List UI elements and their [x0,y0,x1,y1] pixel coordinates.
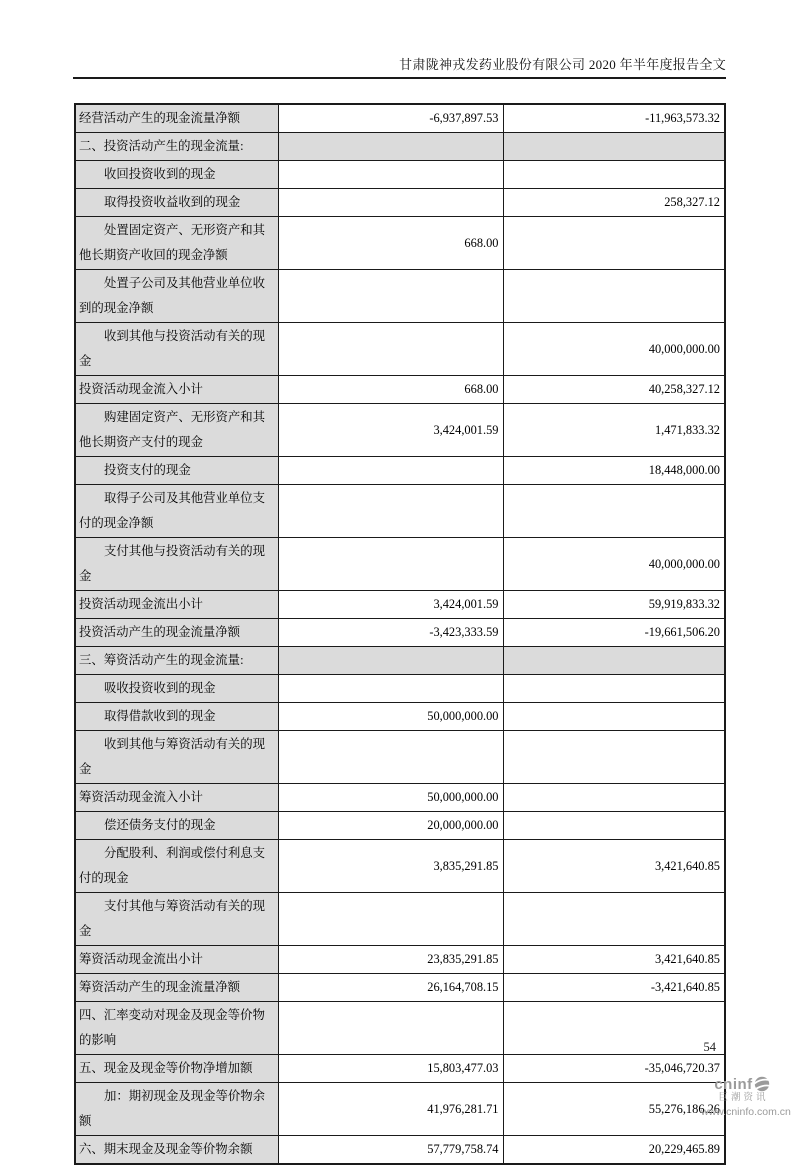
table-row [75,840,725,893]
row-label-cell: 投资支付的现金 [75,457,278,485]
current-period-value-cell: -6,937,897.53 [278,104,503,133]
row-label-cell: 处置固定资产、无形资产和其他长期资产收回的现金净额 [75,217,278,270]
current-period-value-cell: 668.00 [278,376,503,404]
prior-period-value-cell: 18,448,000.00 [503,457,725,485]
current-period-value-cell: 3,424,001.59 [278,591,503,619]
current-period-value-cell [278,731,503,784]
current-period-value-cell: 668.00 [278,217,503,270]
prior-period-value-cell: -3,421,640.85 [503,974,725,1002]
current-period-value-cell: 26,164,708.15 [278,974,503,1002]
row-label-cell: 筹资活动产生的现金流量净额 [75,974,278,1002]
prior-period-value-cell: -19,661,506.20 [503,619,725,647]
table-row [75,647,725,675]
row-label-cell: 筹资活动现金流入小计 [75,784,278,812]
prior-period-value-cell [503,703,725,731]
prior-period-value-cell: 40,000,000.00 [503,538,725,591]
current-period-value-cell: 23,835,291.85 [278,946,503,974]
prior-period-value-cell: 40,258,327.12 [503,376,725,404]
prior-period-value-cell [503,217,725,270]
cninfo-url-text: www.cninfo.com.cn [701,1105,791,1118]
prior-period-value-cell [503,893,725,946]
table-row [75,104,725,133]
current-period-value-cell: 3,424,001.59 [278,404,503,457]
current-period-value-cell: 50,000,000.00 [278,703,503,731]
row-label-cell: 四、汇率变动对现金及现金等价物的影响 [75,1002,278,1055]
prior-period-value-cell [503,647,725,675]
table-row [75,1055,725,1083]
prior-period-value-cell: 3,421,640.85 [503,946,725,974]
table-row [75,404,725,457]
table-row [75,189,725,217]
prior-period-value-cell: 40,000,000.00 [503,323,725,376]
table-row [75,784,725,812]
current-period-value-cell [278,189,503,217]
row-label-cell: 收到其他与筹资活动有关的现金 [75,731,278,784]
prior-period-value-cell: 59,919,833.32 [503,591,725,619]
table-row [75,675,725,703]
row-label-cell: 收到其他与投资活动有关的现金 [75,323,278,376]
current-period-value-cell: 41,976,281.71 [278,1083,503,1136]
row-label-cell: 分配股利、利润或偿付利息支付的现金 [75,840,278,893]
row-label-cell: 五、现金及现金等价物净增加额 [75,1055,278,1083]
row-label-cell: 支付其他与筹资活动有关的现金 [75,893,278,946]
report-header-title: 甘肃陇神戎发药业股份有限公司 2020 年半年度报告全文 [399,57,726,72]
prior-period-value-cell [503,133,725,161]
row-label-cell: 三、筹资活动产生的现金流量: [75,647,278,675]
table-row [75,703,725,731]
current-period-value-cell [278,893,503,946]
table-row [75,1136,725,1165]
prior-period-value-cell [503,675,725,703]
cninfo-chinese-name: 巨潮资讯 [718,1093,769,1103]
current-period-value-cell: 15,803,477.03 [278,1055,503,1083]
prior-period-value-cell: 1,471,833.32 [503,404,725,457]
prior-period-value-cell: -11,963,573.32 [503,104,725,133]
current-period-value-cell: 57,779,758.74 [278,1136,503,1165]
table-row [75,946,725,974]
current-period-value-cell: -3,423,333.59 [278,619,503,647]
table-row [75,323,725,376]
cninfo-brand-text: cninf [714,1076,753,1093]
row-label-cell: 投资活动现金流出小计 [75,591,278,619]
table-row [75,538,725,591]
row-label-cell: 经营活动产生的现金流量净额 [75,104,278,133]
row-label-cell: 偿还债务支付的现金 [75,812,278,840]
row-label-cell: 六、期末现金及现金等价物余额 [75,1136,278,1165]
table-row [75,161,725,189]
table-row [75,591,725,619]
current-period-value-cell [278,323,503,376]
cninfo-swirl-icon [754,1076,770,1092]
page-number: 54 [703,1040,716,1054]
prior-period-value-cell [503,784,725,812]
row-label-cell: 取得借款收到的现金 [75,703,278,731]
prior-period-value-cell [503,731,725,784]
row-label-cell: 支付其他与投资活动有关的现金 [75,538,278,591]
row-label-cell: 购建固定资产、无形资产和其他长期资产支付的现金 [75,404,278,457]
header-rule [73,77,726,79]
prior-period-value-cell [503,1002,725,1055]
current-period-value-cell: 3,835,291.85 [278,840,503,893]
cash-flow-table-body [75,104,725,1164]
prior-period-value-cell [503,485,725,538]
prior-period-value-cell: 258,327.12 [503,189,725,217]
prior-period-value-cell: 20,229,465.89 [503,1136,725,1165]
table-row [75,133,725,161]
table-row [75,893,725,946]
prior-period-value-cell: 55,276,186.26 [503,1083,725,1136]
row-label-cell: 二、投资活动产生的现金流量: [75,133,278,161]
current-period-value-cell [278,457,503,485]
table-row [75,217,725,270]
prior-period-value-cell [503,161,725,189]
current-period-value-cell: 50,000,000.00 [278,784,503,812]
current-period-value-cell [278,133,503,161]
table-row [75,619,725,647]
row-label-cell: 筹资活动现金流出小计 [75,946,278,974]
current-period-value-cell: 20,000,000.00 [278,812,503,840]
row-label-cell: 取得子公司及其他营业单位支付的现金净额 [75,485,278,538]
table-row [75,974,725,1002]
current-period-value-cell [278,647,503,675]
cninfo-logo [701,1076,791,1118]
current-period-value-cell [278,161,503,189]
table-row [75,1083,725,1136]
table-row [75,485,725,538]
current-period-value-cell [278,538,503,591]
row-label-cell: 加：期初现金及现金等价物余额 [75,1083,278,1136]
table-row [75,812,725,840]
prior-period-value-cell: 3,421,640.85 [503,840,725,893]
row-label-cell: 投资活动产生的现金流量净额 [75,619,278,647]
table-row [75,1002,725,1055]
row-label-cell: 处置子公司及其他营业单位收到的现金净额 [75,270,278,323]
current-period-value-cell [278,675,503,703]
current-period-value-cell [278,1002,503,1055]
current-period-value-cell [278,485,503,538]
prior-period-value-cell [503,812,725,840]
table-row [75,457,725,485]
row-label-cell: 吸收投资收到的现金 [75,675,278,703]
prior-period-value-cell [503,270,725,323]
row-label-cell: 投资活动现金流入小计 [75,376,278,404]
table-row [75,376,725,404]
table-row [75,731,725,784]
cninfo-logo-top [701,1077,783,1092]
prior-period-value-cell: -35,046,720.37 [503,1055,725,1083]
cash-flow-table [74,103,726,1165]
row-label-cell: 收回投资收到的现金 [75,161,278,189]
current-period-value-cell [278,270,503,323]
table-row [75,270,725,323]
row-label-cell: 取得投资收益收到的现金 [75,189,278,217]
